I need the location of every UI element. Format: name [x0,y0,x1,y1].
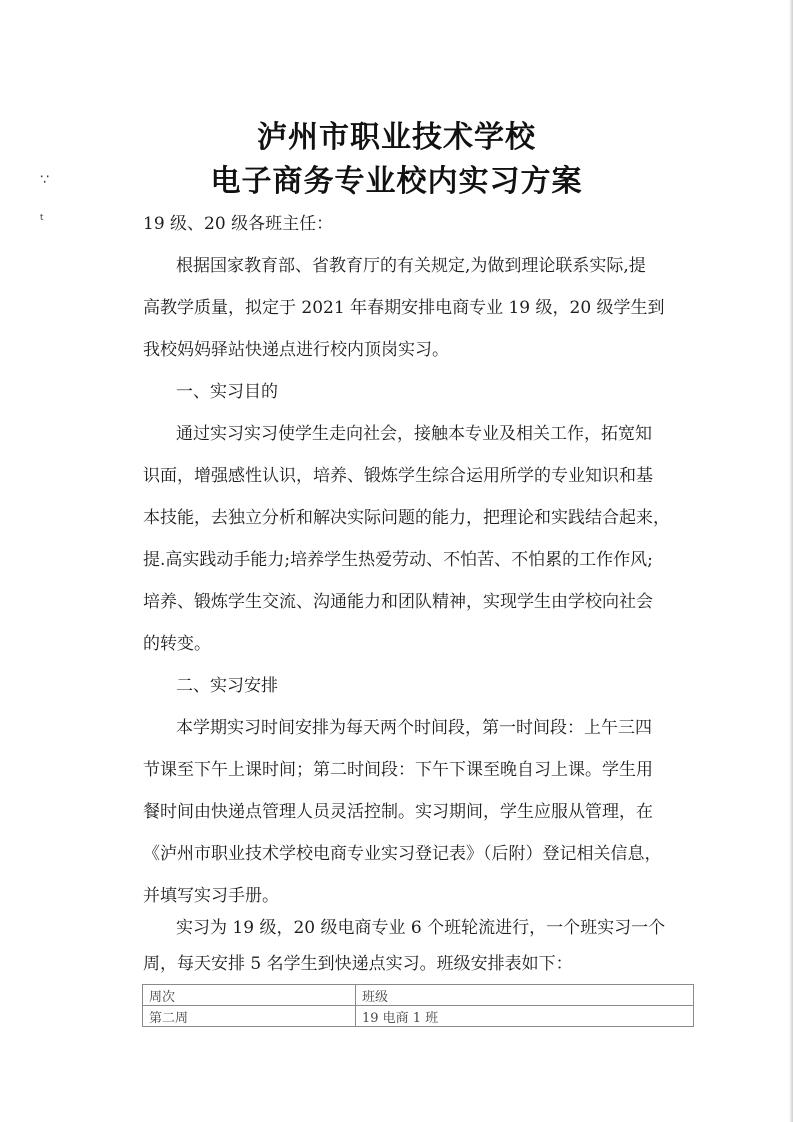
class-schedule-table [142,984,694,1027]
intro-line: 高教学质量，拟定于 2021 年春期安排电商专业 19 级，20 级学生到 [143,298,665,318]
intro-line: 根据国家教育部、省教育厅的有关规定,为做到理论联系实际,提 [176,256,646,276]
section2-line: 餐时间由快递点管理人员灵活控制。实习期间，学生应服从管理，在 [143,802,653,822]
section1-line: 培养、锻炼学生交流、沟通能力和团队精神，实现学生由学校向社会 [143,592,653,612]
margin-mark: ₜ [40,208,45,224]
section-heading: 一、实习目的 [176,382,278,402]
school-title: 泸州市职业技术学校 [257,120,536,155]
table-header-cell: 班级 [356,985,694,1006]
scan-edge-shadow [789,0,793,1122]
document-title: 电子商务专业校内实习方案 [210,164,583,199]
section1-line: 通过实习实习使学生走向社会，接触本专业及相关工作，拓宽知 [176,424,652,444]
section2-line: 周，每天安排 5 名学生到快递点实习。班级安排表如下： [143,954,573,974]
section2-line: 并填写实习手册。 [143,886,279,906]
table-row [143,1006,694,1027]
salutation: 19 级、20 级各班主任： [143,214,334,234]
section2-line: 节课至下午上课时间；第二时间段：下午下课至晚自习上课。学生用 [143,760,653,780]
margin-mark: ∵ [40,172,49,188]
section1-line: 的转变。 [143,634,211,654]
section1-line: 本技能，去独立分析和解决实际问题的能力，把理论和实践结合起来， [143,508,670,528]
table-cell: 第二周 [143,1006,356,1027]
table-header-row [143,985,694,1006]
section2-line: 本学期实习时间安排为每天两个时间段，第一时间段：上午三四 [176,718,652,738]
section1-line: 识面，增强感性认识，培养、锻炼学生综合运用所学的专业知识和基 [143,466,653,486]
table-header-cell: 周次 [143,985,356,1006]
table-cell: 19 电商 1 班 [356,1006,694,1027]
section2-line: 《泸州市职业技术学校电商专业实习登记表》（后附）登记相关信息， [143,844,662,864]
section1-line: 提.高实践动手能力;培养学生热爱劳动、不怕苦、不怕累的工作作风; [143,550,653,570]
section-heading: 二、实习安排 [176,676,278,696]
intro-line: 我校妈妈驿站快递点进行校内顶岗实习。 [143,340,449,360]
section2-line: 实习为 19 级，20 级电商专业 6 个班轮流进行，一个班实习一个 [176,918,666,938]
